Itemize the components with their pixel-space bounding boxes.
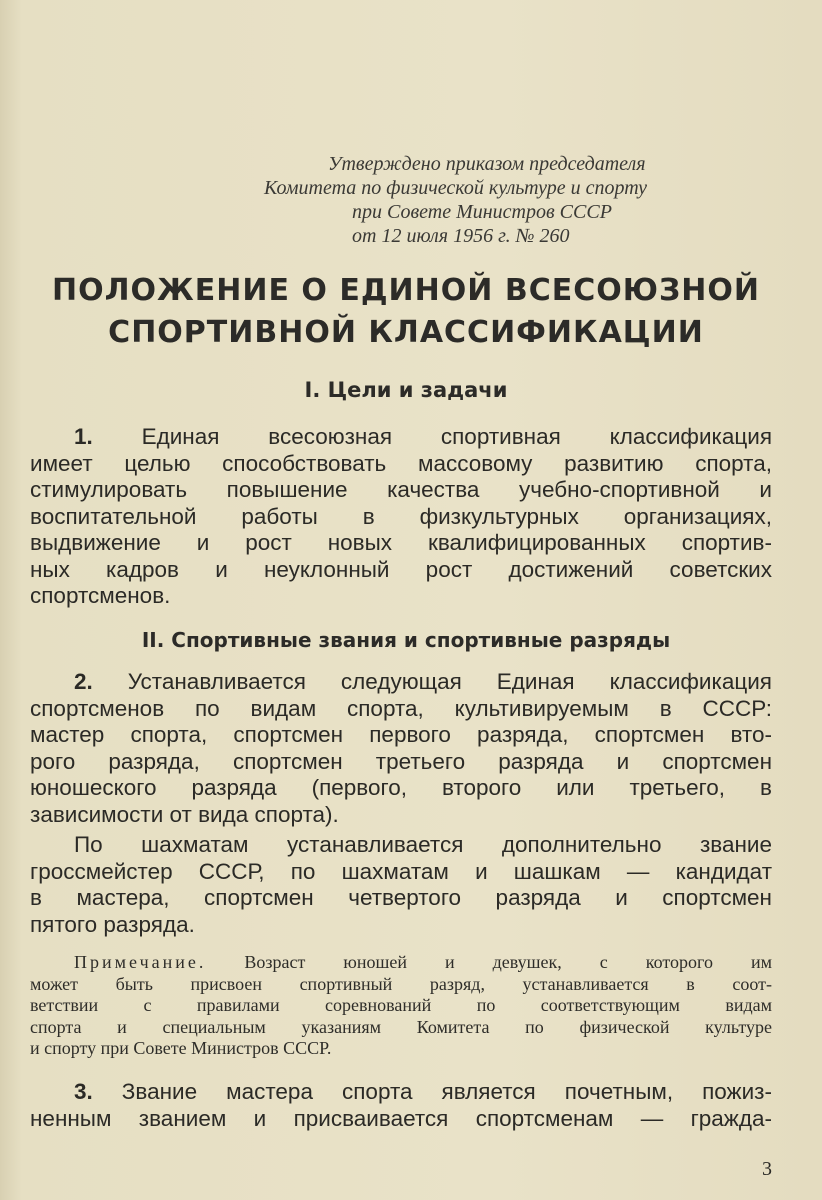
section-heading-1: I. Цели и задачи	[304, 378, 508, 402]
page-number: 3	[762, 1158, 772, 1180]
paragraph-line: имеет целью способствовать массовому развитию спорта,	[30, 450, 772, 476]
paragraph-line: 2. Устанавливается следующая Единая классификация	[74, 669, 772, 694]
approval-line: от 12 июля 1956 г. № 260	[352, 225, 570, 247]
paragraph-line: зависимости от вида спорта).	[30, 801, 339, 827]
note-line: спорта и специальным указаниям Комитета по физической культуре	[30, 1016, 772, 1037]
note-line: ветствии с правилами соревнований по соответствующим видам	[30, 995, 772, 1015]
paragraph-line: По шахматам устанавливается дополнительно звание	[74, 832, 772, 857]
note-label: Примечание.	[74, 952, 207, 972]
paragraph-line: стимулировать повышение качества учебно-спортивной и	[30, 477, 772, 502]
paragraph-line: 1. Единая всесоюзная спортивная классификация	[74, 424, 772, 449]
approval-stamp	[252, 152, 792, 248]
approval-line: при Совете Министров СССР	[352, 201, 612, 223]
title-line: СПОРТИВНОЙ КЛАССИФИКАЦИИ	[108, 315, 704, 350]
paragraph-line: выдвижение и рост новых квалифицированных спортив-	[30, 530, 772, 555]
paragraph-number: 1.	[74, 424, 93, 449]
note-line: и спорту при Совете Министров СССР.	[30, 1038, 332, 1058]
approval-line: Утверждено приказом председателя	[328, 153, 646, 175]
paragraph-line: ненным званием и присваивается спортсменам — гражда-	[30, 1105, 772, 1131]
paragraph-line: ных кадров и неуклонный рост достижений советских	[30, 556, 772, 582]
paragraph-3	[30, 1079, 772, 1132]
paragraph-line: гроссмейстер СССР, по шахматам и шашкам — кандидат	[30, 858, 772, 884]
title-line: ПОЛОЖЕНИЕ О ЕДИНОЙ ВСЕСОЮЗНОЙ	[52, 273, 760, 308]
paragraph-number: 2.	[74, 669, 93, 694]
paragraph-line: рого разряда, спортсмен третьего разряда и спортсмен	[30, 748, 772, 774]
paragraph-line: мастер спорта, спортсмен первого разряда, спортсмен вто-	[30, 722, 772, 747]
note-line: может быть присвоен спортивный разряд, устанавливается в соот-	[30, 973, 772, 994]
footnote	[30, 952, 772, 1060]
paragraph-2b	[30, 832, 772, 938]
section-heading-2: II. Спортивные звания и спортивные разряды	[141, 628, 671, 652]
paragraph-line: в мастера, спортсмен четвертого разряда и спортсмен	[30, 885, 772, 910]
paragraph-line: спортсменов.	[30, 583, 171, 608]
paragraph-line: юношеского разряда (первого, второго или третьего, в	[30, 775, 772, 800]
document-title	[30, 270, 782, 354]
note-line: Примечание. Возраст юношей и девушек, с которого им	[74, 952, 772, 972]
paragraph-line: пятого разряда.	[30, 911, 195, 937]
approval-line: Комитета по физической культуре и спорту	[264, 177, 648, 199]
paragraph-1	[30, 424, 772, 610]
paragraph-number: 3.	[74, 1079, 93, 1104]
paragraph-line: 3. Звание мастера спорта является почетным, пожиз-	[74, 1079, 772, 1104]
paragraph-line: спортсменов по видам спорта, культивируемым в СССР:	[30, 695, 772, 721]
paragraph-2	[30, 669, 772, 828]
paragraph-line: воспитательной работы в физкультурных организациях,	[30, 503, 772, 529]
